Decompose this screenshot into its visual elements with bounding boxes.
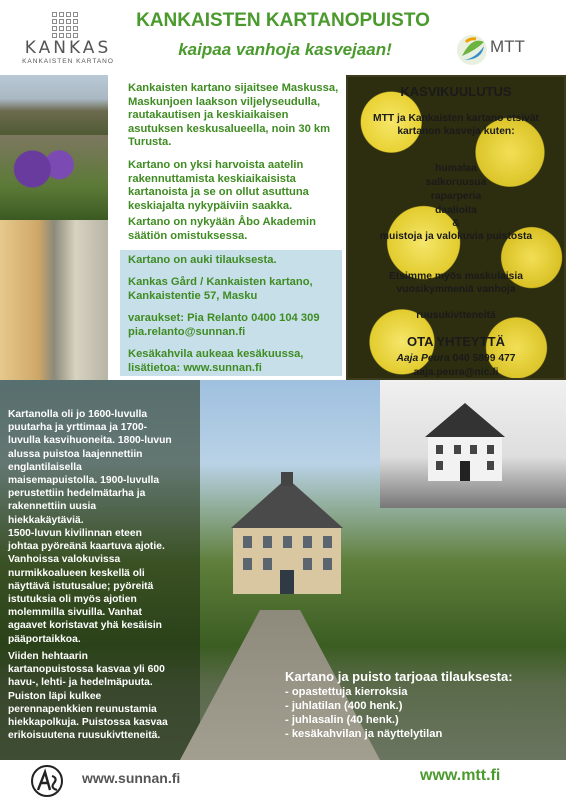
plant-notice-roses: ruusukivtteneitä (416, 310, 496, 321)
sunnan-website-link[interactable]: www.sunnan.fi (82, 770, 181, 786)
contact-cafe: Kesäkahvila aukeaa kesäkuussa, lisätietoa: www.sunnan.fi (128, 348, 304, 374)
intro-paragraph-2: Kartano on yksi harvoista aatelin rakennuttamista keskiaikaisista kartanoista ja se on ollut asuttuna keskiajalta nykypäiviin saakka. (128, 159, 309, 212)
contact-email[interactable]: pia.relanto@sunnan.fi (128, 326, 246, 338)
plant-notice-intro: MTT ja Kankaisten kartano etsivät kartanon kasveja kuten: (373, 113, 539, 138)
plant-item: muistoja ja valokuvia puistosta (379, 231, 533, 242)
photo-manor-entrance (0, 220, 108, 380)
plant-item: raparperia (430, 191, 482, 202)
contact-booking: varaukset: Pia Relanto 0400 104 309 (128, 312, 320, 324)
service-item: - juhlatilan (400 henk.) (285, 700, 403, 712)
contact-address: Kankas Gård / Kankaisten kartano, Kankaistentie 57, Masku (128, 276, 313, 302)
history-paragraph-3: Viiden hehtaarin kartanopuistossa kasvaa yli 600 havu-, lehti- ja hedelmäpuuta. Puiston läpi kulkee perennapenkkien reunustamia hiekkapolkuja. Puistossa kasvaa erikoisuutena ruusukivtteneitä. (8, 651, 168, 742)
history-paragraph-2: 1500-luvun kivilinnan eteen johtaa pyöreänä kaartuva ajotie. Vanhoissa valokuvissa nurmikkoalueen keskellä oli näyttävä istutusalue; pyöreitä istutuksia oli myös ajotien molemmilla sivuilla. Vanhat agaavet koristavat yhä kesäisin pääportaikkoa. (8, 528, 165, 645)
plant-item: & (452, 218, 460, 229)
intro-paragraph-1: Kankaisten kartano sijaitsee Maskussa, Maskunjoen laakson viljelyseudulla, rautakautisen ja keskiaikaisen asutuksen keskusalueella, noin 30 km Turusta. (128, 82, 339, 149)
photo-manor-spring (0, 75, 108, 135)
contact-heading: OTA YHTEYTTÄ (407, 334, 505, 349)
plant-notice-title: KASVIKUULUTUS (400, 84, 512, 99)
contact-person-name: Aaja Peura (396, 353, 450, 364)
manor-house-illustration (223, 470, 351, 598)
contact-person (350, 352, 562, 365)
kankas-logo-mark (52, 12, 78, 38)
poster-subtitle: kaipaa vanhoja kasvejaan! (178, 40, 392, 59)
mtt-logo-text: MTT (490, 37, 525, 56)
photo-crocus-flowers (0, 135, 108, 220)
plant-item: daalioita (435, 205, 477, 216)
contact-person-email[interactable]: aaja.peura@nic.fi (413, 367, 499, 378)
plant-notice-extra: Etsimme myös maskulaisia vuosikymmeniä vanhoja (389, 271, 523, 296)
contact-person-phone: 040 5899 477 (452, 353, 516, 364)
poster-title: KANKAISTEN KARTANOPUISTO (136, 10, 430, 31)
plant-item: humalaa (435, 163, 477, 174)
plant-item: salkoruusua (425, 177, 487, 188)
services-title: Kartano ja puisto tarjoaa tilauksesta: (285, 669, 513, 684)
contact-open: Kartano on auki tilauksesta. (128, 254, 277, 266)
service-item: - kesäkahvilan ja näyttelytilan (285, 728, 443, 740)
history-paragraph-1: Kartanolla oli jo 1600-luvulla puutarha ja yrttimaa ja 1700-luvulla kasvihuoneita. 1800-luvun alussa puistoa laajennettiin englantilaisella maisemapuistolla. 1900-luvulla perustettiin hedelmätarha ja rakennettiin uusia hiekkakäytäviä. (8, 409, 172, 526)
kankas-logo-name: KANKAS (24, 38, 112, 58)
service-item: - juhlasalin (40 henk.) (285, 714, 399, 726)
historic-manor-illustration (420, 395, 510, 485)
sunnan-logo-icon (30, 764, 64, 798)
mtt-website-link[interactable]: www.mtt.fi (420, 767, 501, 784)
kankas-logo-subtitle: KANKAISTEN KARTANO (22, 58, 114, 65)
intro-paragraph-3: Kartano on nykyään Åbo Akademin säätiön omistuksessa. (128, 216, 316, 242)
service-item: - opastettuja kierroksia (285, 686, 408, 698)
